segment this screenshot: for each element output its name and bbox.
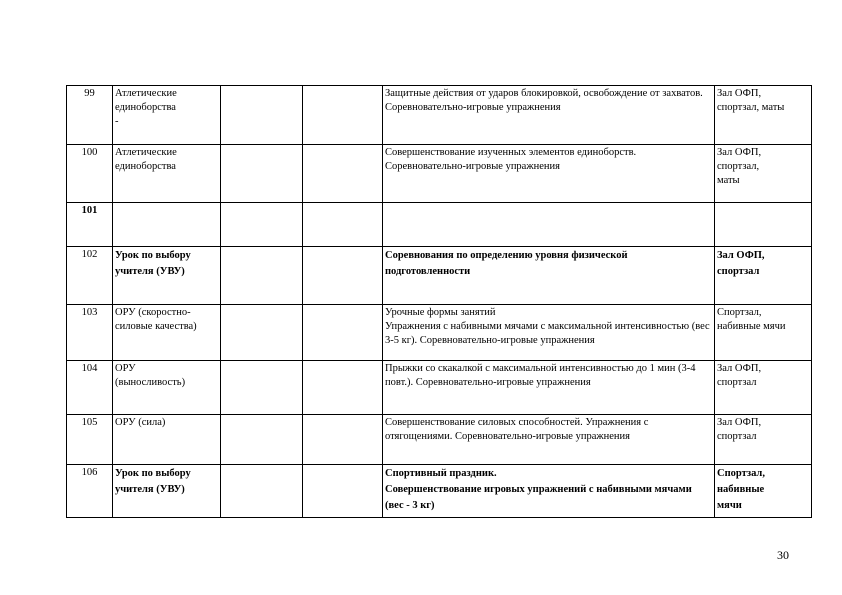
table-row xyxy=(67,361,812,415)
lesson-place: Спортзал, набивные мячи xyxy=(715,465,812,518)
lesson-topic: Атлетические единоборства xyxy=(113,145,221,203)
empty-cell xyxy=(303,247,383,305)
lesson-number: 104 xyxy=(67,361,113,415)
empty-cell xyxy=(303,465,383,518)
table-row xyxy=(67,465,812,518)
table-row xyxy=(67,203,812,247)
lesson-content: Спортивный праздник. Совершенствование игровых упражнений с набивными мячами (вес - 3 кг) xyxy=(383,465,715,518)
lesson-content: Совершенствование силовых способностей. Упражнения с отягощениями. Соревновательно-игровые упражнения xyxy=(383,415,715,465)
empty-cell xyxy=(303,86,383,145)
empty-cell xyxy=(303,305,383,361)
page-number: 30 xyxy=(777,548,789,562)
lesson-place: Зал ОФП, спортзал xyxy=(715,247,812,305)
empty-cell xyxy=(303,203,383,247)
empty-cell xyxy=(221,415,303,465)
empty-cell xyxy=(221,465,303,518)
lesson-topic: ОРУ (сила) xyxy=(113,415,221,465)
empty-cell xyxy=(221,361,303,415)
lesson-place: Спортзал, набивные мячи xyxy=(715,305,812,361)
empty-cell xyxy=(221,145,303,203)
lesson-content xyxy=(383,203,715,247)
lesson-place: Зал ОФП, спортзал xyxy=(715,415,812,465)
lesson-number: 100 xyxy=(67,145,113,203)
lesson-content: Защитные действия от ударов блокировкой, освобождение от захватов. Соревнователъно-игровые упражнения xyxy=(383,86,715,145)
lesson-content: Прыжки со скакалкой с максимальной интенсивностью до 1 мин (3-4 повт.). Соревновательно-игровые упражнения xyxy=(383,361,715,415)
lesson-topic: Урок по выбору учителя (УВУ) xyxy=(113,247,221,305)
table-row xyxy=(67,305,812,361)
lesson-place xyxy=(715,203,812,247)
lesson-number: 106 xyxy=(67,465,113,518)
table-row xyxy=(67,247,812,305)
lesson-content: Урочные формы занятий Упражнения с набивными мячами с максимальной интенсивностью (вес 3-5 кг). Соревновательно-игровые упражнения xyxy=(383,305,715,361)
lesson-number: 99 xyxy=(67,86,113,145)
empty-cell xyxy=(221,305,303,361)
lesson-topic xyxy=(113,203,221,247)
empty-cell xyxy=(221,86,303,145)
lesson-place: Зал ОФП, спортзал, маты xyxy=(715,86,812,145)
lesson-plan-table xyxy=(66,85,812,518)
lesson-topic: ОРУ (скоростно- силовые качества) xyxy=(113,305,221,361)
empty-cell xyxy=(303,415,383,465)
lesson-number: 105 xyxy=(67,415,113,465)
lesson-number: 102 xyxy=(67,247,113,305)
lesson-number: 103 xyxy=(67,305,113,361)
lesson-topic: Атлетические единоборства - xyxy=(113,86,221,145)
lesson-number: 101 xyxy=(67,203,113,247)
table-row xyxy=(67,415,812,465)
empty-cell xyxy=(303,145,383,203)
empty-cell xyxy=(221,247,303,305)
lesson-content: Совершенствование изученных элементов единоборств. Соревновательно-игровые упражнения xyxy=(383,145,715,203)
lesson-topic: Урок по выбору учителя (УВУ) xyxy=(113,465,221,518)
lesson-place: Зал ОФП, спортзал xyxy=(715,361,812,415)
lesson-topic: ОРУ (выносливость) xyxy=(113,361,221,415)
lesson-content: Соревнования по определению уровня физической подготовленности xyxy=(383,247,715,305)
table-row xyxy=(67,86,812,145)
empty-cell xyxy=(221,203,303,247)
lesson-place: Зал ОФП, спортзал, маты xyxy=(715,145,812,203)
table-row xyxy=(67,145,812,203)
empty-cell xyxy=(303,361,383,415)
